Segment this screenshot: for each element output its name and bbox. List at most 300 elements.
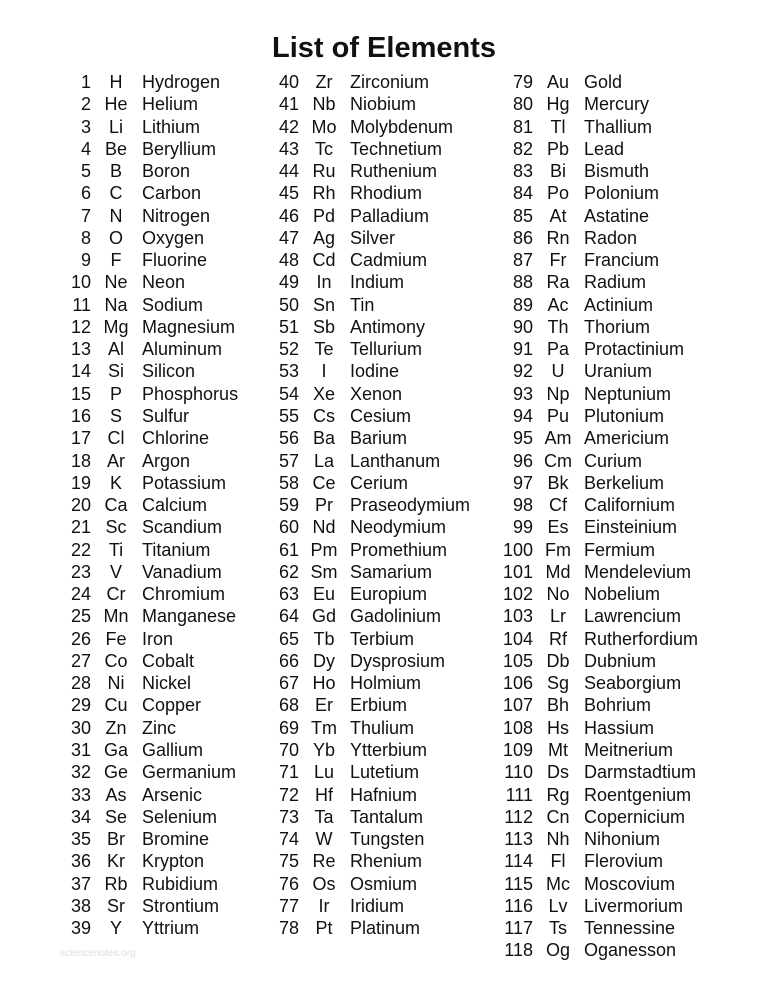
element-name: Astatine: [584, 205, 650, 226]
element-name: Molybdenum: [350, 116, 454, 137]
element-symbol: Pb: [546, 138, 570, 159]
element-name: Tellurium: [350, 339, 423, 360]
atomic-number: 82: [512, 138, 533, 159]
atomic-number: 19: [70, 472, 91, 493]
element-name: Gadolinium: [350, 606, 442, 627]
element-name: Uranium: [584, 361, 653, 382]
atomic-number: 52: [278, 339, 299, 360]
element-name: Tin: [350, 294, 375, 315]
element-row: [0, 917, 676, 939]
element-symbol: Rh: [312, 183, 336, 204]
element-name: Lutetium: [350, 762, 420, 783]
element-symbol: Ru: [312, 161, 336, 182]
element-symbol: Tc: [315, 138, 333, 159]
atomic-number: 62: [278, 561, 299, 582]
element-row: [0, 205, 650, 227]
atomic-number: 14: [70, 361, 91, 382]
atomic-number: 27: [70, 650, 91, 671]
element-symbol: Ge: [103, 762, 128, 783]
element-name: Plutonium: [584, 405, 665, 426]
element-row: [0, 405, 665, 427]
element-symbol: Li: [108, 116, 123, 137]
element-symbol: Y: [109, 918, 122, 939]
atomic-number: 30: [70, 717, 91, 738]
atomic-number: 101: [502, 561, 533, 582]
atomic-number: 116: [504, 895, 533, 916]
element-name: Zirconium: [350, 72, 430, 92]
atomic-number: 50: [278, 294, 299, 315]
element-name: Gold: [584, 72, 623, 92]
element-symbol: He: [104, 94, 128, 115]
atomic-number: 15: [70, 383, 91, 404]
element-name: Arsenic: [142, 784, 203, 805]
atomic-number: 33: [70, 784, 91, 805]
element-symbol: Ts: [549, 918, 567, 939]
element-row: [0, 516, 678, 538]
element-symbol: Mn: [103, 606, 129, 627]
element-name: Aluminum: [142, 339, 223, 360]
atomic-number: 78: [278, 918, 299, 939]
element-symbol: Ta: [314, 806, 334, 827]
element-name: Platinum: [350, 918, 421, 939]
element-symbol: Cs: [313, 405, 335, 426]
element-symbol: Md: [545, 561, 571, 582]
element-name: Meitnerium: [584, 739, 674, 760]
atomic-number: 80: [512, 94, 533, 115]
atomic-number: 45: [278, 183, 299, 204]
atomic-number: 83: [512, 161, 533, 182]
atomic-number: 51: [278, 316, 299, 337]
element-symbol: H: [109, 72, 123, 92]
atomic-number: 96: [512, 450, 533, 471]
element-name: Tantalum: [350, 806, 424, 827]
element-symbol: Pt: [315, 918, 333, 939]
atomic-number: 66: [278, 650, 299, 671]
element-row: [0, 450, 643, 472]
element-symbol: Xe: [312, 383, 336, 404]
element-row: [0, 360, 653, 382]
element-symbol: Na: [104, 294, 128, 315]
element-column-3: [0, 71, 699, 962]
element-name: Americium: [584, 428, 670, 449]
element-row: [0, 583, 661, 605]
atomic-number: 94: [512, 405, 533, 426]
element-name: Neon: [142, 272, 186, 293]
element-symbol: U: [551, 361, 565, 382]
element-row: [0, 338, 685, 360]
element-symbol: Hs: [547, 717, 569, 738]
atomic-number: 29: [70, 695, 91, 716]
element-symbol: Lu: [313, 762, 335, 783]
element-symbol: Nd: [312, 517, 336, 538]
element-row: [0, 605, 682, 627]
element-name: Oxygen: [142, 227, 205, 248]
element-symbol: Gd: [311, 606, 336, 627]
element-row: [0, 316, 651, 338]
element-symbol: Sb: [312, 316, 336, 337]
element-name: Lawrencium: [584, 606, 682, 627]
atomic-number: 105: [502, 650, 533, 671]
atomic-number: 58: [278, 472, 299, 493]
element-name: Samarium: [350, 561, 433, 582]
element-name: Radium: [584, 272, 647, 293]
element-symbol: Cr: [106, 584, 126, 605]
element-symbol: Nb: [312, 94, 336, 115]
atomic-number: 84: [512, 183, 533, 204]
element-symbol: Ni: [107, 673, 125, 694]
atomic-number: 100: [502, 539, 533, 560]
atomic-number: 23: [70, 561, 91, 582]
atomic-number: 76: [278, 873, 299, 894]
element-name: Vanadium: [142, 561, 222, 582]
atomic-number: 109: [502, 739, 533, 760]
atomic-number: 13: [70, 339, 91, 360]
atomic-number: 36: [70, 851, 91, 872]
element-symbol: Nh: [546, 829, 570, 850]
element-name: Zinc: [142, 717, 177, 738]
atomic-number: 108: [502, 717, 533, 738]
element-name: Ruthenium: [350, 161, 438, 182]
element-name: Hassium: [584, 717, 655, 738]
element-symbol: C: [109, 183, 123, 204]
atomic-number: 87: [512, 250, 533, 271]
element-row: [0, 850, 664, 872]
atomic-number: 39: [70, 918, 91, 939]
atomic-number: 10: [70, 272, 91, 293]
element-row: [0, 71, 623, 93]
atomic-number: 4: [80, 138, 91, 159]
element-row: [0, 227, 638, 249]
element-symbol: Bk: [547, 472, 569, 493]
element-name: Nitrogen: [142, 205, 211, 226]
atomic-number: 63: [278, 584, 299, 605]
element-name: Thallium: [584, 116, 653, 137]
element-name: Silver: [350, 227, 396, 248]
element-row: [0, 784, 692, 806]
element-symbol: La: [313, 450, 335, 471]
element-symbol: Sn: [312, 294, 336, 315]
element-symbol: Eu: [312, 584, 336, 605]
atomic-number: 18: [70, 450, 91, 471]
element-name: Iodine: [350, 361, 400, 382]
atomic-number: 60: [278, 517, 299, 538]
element-name: Bohrium: [584, 695, 652, 716]
element-symbol: Re: [312, 851, 336, 872]
atomic-number: 3: [80, 116, 91, 137]
element-name: Technetium: [350, 138, 443, 159]
atomic-number: 102: [502, 584, 533, 605]
element-name: Curium: [584, 450, 643, 471]
atomic-number: 17: [70, 428, 91, 449]
element-symbol: Rb: [104, 873, 128, 894]
atomic-number: 42: [278, 116, 299, 137]
element-row: [0, 650, 657, 672]
element-symbol: Pd: [312, 205, 336, 226]
atomic-number: 93: [512, 383, 533, 404]
element-name: Copernicium: [584, 806, 686, 827]
atomic-number: 5: [80, 161, 91, 182]
element-symbol: Mo: [311, 116, 337, 137]
element-symbol: B: [109, 161, 122, 182]
element-symbol: Tm: [311, 717, 337, 738]
atomic-number: 8: [80, 227, 91, 248]
element-symbol: Dy: [313, 650, 335, 671]
atomic-number: 79: [512, 72, 533, 92]
atomic-number: 75: [278, 851, 299, 872]
element-name: Cerium: [350, 472, 409, 493]
atomic-number: 71: [278, 762, 299, 783]
atomic-number: 95: [512, 428, 533, 449]
element-name: Nickel: [142, 673, 192, 694]
atomic-number: 21: [70, 517, 91, 538]
element-symbol: Er: [315, 695, 333, 716]
element-symbol: No: [546, 584, 570, 605]
element-name: Bromine: [142, 829, 210, 850]
atomic-number: 47: [278, 227, 299, 248]
element-name: Oganesson: [584, 940, 677, 961]
atomic-number: 7: [80, 205, 91, 226]
element-symbol: Mt: [548, 739, 568, 760]
atomic-number: 2: [80, 94, 91, 115]
atomic-number: 88: [512, 272, 533, 293]
element-symbol: Ne: [104, 272, 128, 293]
element-name: Palladium: [350, 205, 430, 226]
element-name: Copper: [142, 695, 202, 716]
element-row: [0, 383, 672, 405]
element-name: Terbium: [350, 628, 415, 649]
element-row: [0, 761, 697, 783]
element-name: Scandium: [142, 517, 223, 538]
element-symbol: F: [110, 250, 122, 271]
element-symbol: O: [108, 227, 123, 248]
atomic-number: 99: [512, 517, 533, 538]
element-name: Rubidium: [142, 873, 219, 894]
element-name: Ytterbium: [350, 739, 428, 760]
element-row: [0, 494, 676, 516]
element-name: Protactinium: [584, 339, 685, 360]
element-symbol: Ce: [312, 472, 336, 493]
element-symbol: Fm: [545, 539, 571, 560]
element-symbol: Hg: [546, 94, 570, 115]
atomic-number: 46: [278, 205, 299, 226]
element-symbol: V: [109, 561, 122, 582]
atomic-number: 44: [278, 161, 299, 182]
atomic-number: 114: [504, 851, 533, 872]
element-name: Iron: [142, 628, 174, 649]
atomic-number: 61: [278, 539, 299, 560]
element-name: Tennessine: [584, 918, 676, 939]
element-name: Nobelium: [584, 584, 661, 605]
element-name: Hafnium: [350, 784, 418, 805]
element-symbol: Cu: [104, 695, 128, 716]
atomic-number: 117: [504, 918, 533, 939]
element-symbol: I: [321, 361, 327, 382]
element-symbol: Th: [547, 316, 569, 337]
atomic-number: 107: [502, 695, 533, 716]
element-name: Francium: [584, 250, 660, 271]
element-row: [0, 427, 670, 449]
atomic-number: 31: [70, 739, 91, 760]
element-name: Livermorium: [584, 895, 684, 916]
element-symbol: Cn: [546, 806, 570, 827]
element-row: [0, 249, 660, 271]
atomic-number: 12: [70, 316, 91, 337]
element-name: Berkelium: [584, 472, 665, 493]
element-symbol: Ga: [103, 739, 128, 760]
element-name: Cadmium: [350, 250, 428, 271]
element-name: Chlorine: [142, 428, 210, 449]
atomic-number: 89: [512, 294, 533, 315]
atomic-number: 54: [278, 383, 299, 404]
atomic-number: 97: [512, 472, 533, 493]
element-symbol: N: [109, 205, 123, 226]
element-row: [0, 895, 684, 917]
element-name: Radon: [584, 227, 638, 248]
element-name: Carbon: [142, 183, 202, 204]
element-name: Tungsten: [350, 829, 425, 850]
element-symbol: Te: [314, 339, 334, 360]
element-name: Potassium: [142, 472, 227, 493]
element-name: Rutherfordium: [584, 628, 699, 649]
element-name: Californium: [584, 495, 676, 516]
element-symbol: Be: [104, 138, 128, 159]
element-name: Helium: [142, 94, 199, 115]
element-name: Sulfur: [142, 405, 190, 426]
element-name: Phosphorus: [142, 383, 239, 404]
element-symbol: Ir: [318, 895, 330, 916]
element-symbol: Bi: [549, 161, 566, 182]
atomic-number: 26: [70, 628, 91, 649]
element-symbol: Rn: [546, 227, 570, 248]
element-name: Krypton: [142, 851, 205, 872]
element-row: [0, 806, 686, 828]
element-symbol: Ti: [108, 539, 124, 560]
atomic-number: 85: [512, 205, 533, 226]
element-name: Seaborgium: [584, 673, 682, 694]
element-name: Einsteinium: [584, 517, 678, 538]
element-name: Rhodium: [350, 183, 423, 204]
atomic-number: 55: [278, 405, 299, 426]
element-name: Holmium: [350, 673, 422, 694]
atomic-number: 6: [80, 183, 91, 204]
element-symbol: K: [109, 472, 122, 493]
element-symbol: Cm: [544, 450, 572, 471]
atomic-number: 9: [80, 250, 91, 271]
atomic-number: 65: [278, 628, 299, 649]
atomic-number: 41: [278, 94, 299, 115]
element-symbol: Tb: [313, 628, 335, 649]
atomic-number: 113: [504, 829, 533, 850]
element-name: Europium: [350, 584, 428, 605]
element-name: Titanium: [142, 539, 211, 560]
element-name: Argon: [142, 450, 191, 471]
element-symbol: Np: [546, 383, 570, 404]
atomic-number: 24: [70, 584, 91, 605]
element-symbol: Bh: [546, 695, 570, 716]
atomic-number: 70: [278, 739, 299, 760]
atomic-number: 53: [278, 361, 299, 382]
element-name: Cesium: [350, 405, 412, 426]
element-symbol: Al: [107, 339, 124, 360]
element-symbol: Se: [104, 806, 128, 827]
element-symbol: Db: [546, 650, 570, 671]
element-symbol: Ho: [312, 673, 336, 694]
element-name: Mercury: [584, 94, 650, 115]
element-name: Iridium: [350, 895, 405, 916]
element-row: [0, 160, 650, 182]
watermark: sciencenotes.org: [60, 948, 136, 959]
atomic-number: 104: [502, 628, 533, 649]
element-name: Moscovium: [584, 873, 676, 894]
element-symbol: Os: [312, 873, 336, 894]
atomic-number: 11: [72, 294, 91, 315]
atomic-number: 103: [502, 606, 533, 627]
element-symbol: Fr: [549, 250, 567, 271]
element-symbol: Sr: [107, 895, 125, 916]
element-name: Dubnium: [584, 650, 657, 671]
element-name: Darmstadtium: [584, 762, 697, 783]
atomic-number: 59: [278, 495, 299, 516]
atomic-number: 77: [278, 895, 299, 916]
element-symbol: As: [105, 784, 127, 805]
element-row: [0, 694, 652, 716]
element-name: Flerovium: [584, 851, 664, 872]
atomic-number: 32: [70, 762, 91, 783]
atomic-number: 56: [278, 428, 299, 449]
atomic-number: 91: [512, 339, 533, 360]
atomic-number: 49: [278, 272, 299, 293]
element-name: Cobalt: [142, 650, 195, 671]
atomic-number: 90: [512, 316, 533, 337]
element-symbol: Cd: [312, 250, 336, 271]
element-symbol: Rf: [549, 628, 567, 649]
element-symbol: Kr: [107, 851, 125, 872]
element-row: [0, 93, 650, 115]
atomic-number: 92: [512, 361, 533, 382]
element-name: Fermium: [584, 539, 655, 560]
element-symbol: Po: [546, 183, 570, 204]
element-name: Actinium: [584, 294, 654, 315]
atomic-number: 38: [70, 895, 91, 916]
element-name: Magnesium: [142, 316, 236, 337]
element-name: Osmium: [350, 873, 417, 894]
element-symbol: Sc: [105, 517, 127, 538]
element-name: Neodymium: [350, 517, 447, 538]
atomic-number: 1: [80, 72, 91, 92]
element-symbol: Pm: [310, 539, 338, 560]
element-symbol: Rg: [546, 784, 570, 805]
element-row: [0, 628, 699, 650]
atomic-number: 73: [278, 806, 299, 827]
element-symbol: Br: [107, 829, 125, 850]
page-title: List of Elements: [272, 32, 496, 64]
atomic-number: 112: [504, 806, 533, 827]
atomic-number: 35: [70, 829, 91, 850]
atomic-number: 118: [504, 940, 533, 961]
atomic-number: 40: [278, 72, 299, 92]
element-symbol: Hf: [315, 784, 333, 805]
element-symbol: Ra: [546, 272, 570, 293]
element-row: [0, 561, 692, 583]
element-symbol: Yb: [312, 739, 336, 760]
element-symbol: S: [109, 405, 122, 426]
element-symbol: In: [316, 272, 332, 293]
element-symbol: W: [315, 829, 333, 850]
element-name: Manganese: [142, 606, 237, 627]
element-symbol: Cf: [549, 495, 567, 516]
element-name: Praseodymium: [350, 495, 471, 516]
atomic-number: 48: [278, 250, 299, 271]
